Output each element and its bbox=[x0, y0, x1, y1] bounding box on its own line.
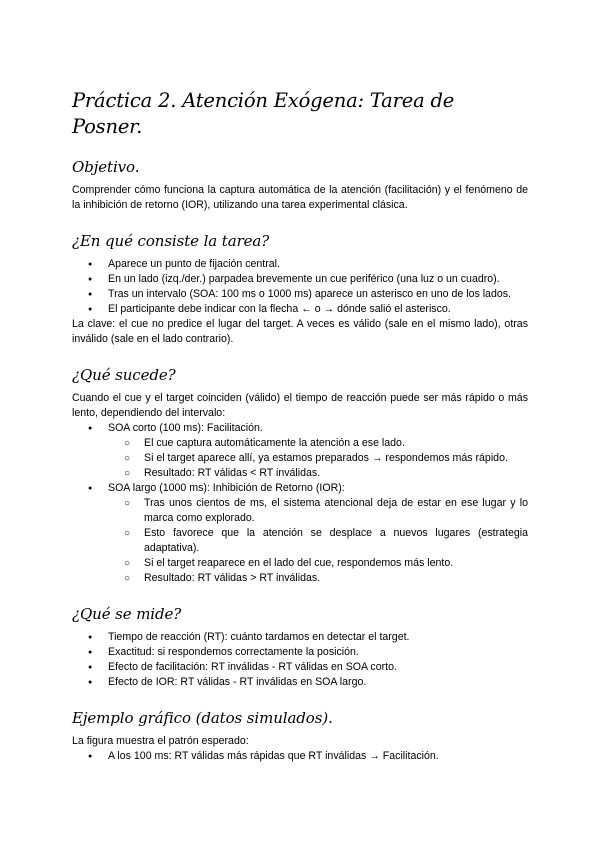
sucede-list bbox=[72, 421, 528, 436]
list-item: ● A los 100 ms: RT válidas más rápidas que RT inválidas → Facilitación. bbox=[72, 749, 528, 764]
list-item-soa-largo bbox=[72, 481, 528, 496]
heading-sucede: ¿Qué sucede? bbox=[72, 366, 176, 384]
section-tarea bbox=[72, 231, 528, 347]
list-item: ○ Esto favorece que la atención se desplace a nuevos lugares (estrategia adaptativa). bbox=[108, 526, 528, 556]
list-item: ○ El cue captura automáticamente la atención a ese lado. bbox=[108, 436, 528, 451]
list-item: ○ Resultado: RT válidas > RT inválidas. bbox=[108, 571, 528, 586]
tarea-note: La clave: el cue no predice el lugar del target. A veces es válido (sale en el mismo lado), otras inválido (sale en el lado contrario). bbox=[72, 318, 528, 345]
list-item: ● Efecto de facilitación: RT inválidas - RT válidas en SOA corto. bbox=[72, 660, 528, 675]
heading-objetivo: Objetivo. bbox=[72, 158, 140, 176]
soa-largo-sublist bbox=[108, 496, 528, 586]
document-page bbox=[72, 88, 528, 764]
list-item-soa-corto bbox=[72, 421, 528, 436]
list-item: ● Exactitud: si respondemos correctamente la posición. bbox=[72, 645, 528, 660]
list-item: ○ Si el target reaparece en el lado del cue, respondemos más lento. bbox=[108, 556, 528, 571]
section-objetivo bbox=[72, 157, 528, 213]
ejemplo-intro: La figura muestra el patrón esperado: bbox=[72, 735, 249, 747]
ejemplo-list bbox=[72, 749, 528, 764]
list-item: ● Aparece un punto de fijación central. bbox=[72, 257, 528, 272]
heading-mide: ¿Qué se mide? bbox=[72, 605, 182, 623]
list-item: ● El participante debe indicar con la flecha ← o → dónde salió el asterisco. bbox=[72, 302, 528, 317]
sucede-intro: Cuando el cue y el target coinciden (válido) el tiempo de reacción puede ser más rápido o más lento, dependiendo del intervalo: bbox=[72, 392, 528, 419]
list-item: ○ Resultado: RT válidas < RT inválidas. bbox=[108, 466, 528, 481]
list-item: ● Tiempo de reacción (RT): cuánto tardamos en detectar el target. bbox=[72, 630, 528, 645]
document-title: Práctica 2. Atención Exógena: Tarea de Posner. bbox=[72, 89, 455, 138]
list-item: ● En un lado (izq./der.) parpadea brevemente un cue periférico (una luz o un cuadro). bbox=[72, 272, 528, 287]
section-sucede bbox=[72, 365, 528, 586]
list-item: ○ Si el target aparece allí, ya estamos preparados → respondemos más rápido. bbox=[108, 451, 528, 466]
section-ejemplo bbox=[72, 708, 528, 764]
soa-corto-sublist bbox=[108, 436, 528, 481]
section-mide bbox=[72, 604, 528, 690]
soa-largo-label: SOA largo (1000 ms): Inhibición de Retorno (IOR): bbox=[108, 482, 345, 494]
tarea-list bbox=[72, 257, 528, 317]
soa-corto-label: SOA corto (100 ms): Facilitación. bbox=[108, 422, 263, 434]
mide-list bbox=[72, 630, 528, 690]
list-item: ● Efecto de IOR: RT válidas - RT inválidas en SOA largo. bbox=[72, 675, 528, 690]
objetivo-text: Comprender cómo funciona la captura automática de la atención (facilitación) y el fenómeno de la inhibición de retorno (IOR), utilizando una tarea experimental clásica. bbox=[72, 184, 528, 211]
sucede-list-2 bbox=[72, 481, 528, 496]
heading-tarea: ¿En qué consiste la tarea? bbox=[72, 232, 270, 250]
list-item: ○ Tras unos cientos de ms, el sistema atencional deja de estar en ese lugar y lo marca como explorado. bbox=[108, 496, 528, 526]
list-item: ● Tras un intervalo (SOA: 100 ms o 1000 ms) aparece un asterisco en uno de los lados. bbox=[72, 287, 528, 302]
heading-ejemplo: Ejemplo gráfico (datos simulados). bbox=[72, 709, 333, 727]
